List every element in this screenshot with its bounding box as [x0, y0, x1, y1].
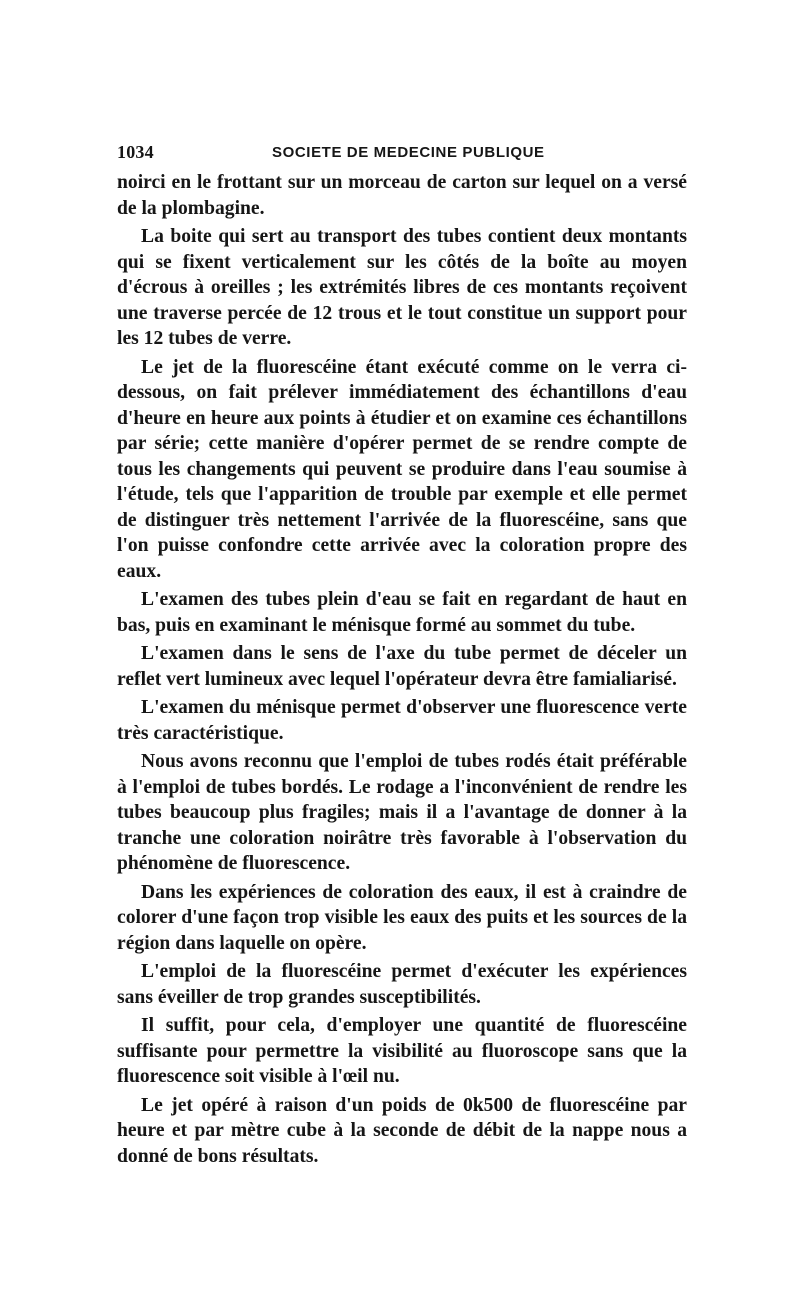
paragraph-sampling: Le jet de la fluorescéine étant exécuté comme on le verra ci-dessous, on fait prélever immédiatement des échantillons d'eau d'heure en heure aux points à étudier et on examine ces échantillons par série; cette manière d'opérer permet de se rendre compte de tous les changements qui peuvent se produire dans l'eau soumise à l'étude, tels que l'apparition de trouble par exemple et elle permet de distinguer très nettement l'arrivée de la fluorescéine, sans que l'on puisse confondre cette arrivée avec la coloration propre des eaux.	[117, 356, 687, 582]
paragraph-ground-tubes: Nous avons reconnu que l'emploi de tubes rodés était préférable à l'emploi de tubes bordés. Le rodage a l'inconvénient de rendre les tubes beaucoup plus fragiles; mais il a l'avantage de donner à la tranche une coloration noirâtre très favorable à l'observation du phénomène de fluorescence.	[117, 751, 687, 874]
paragraph-fluorescein-use: L'emploi de la fluorescéine permet d'exécuter les expériences sans éveiller de trop grandes susceptibilités.	[117, 961, 687, 1008]
paragraph-axis-examination: L'examen dans le sens de l'axe du tube permet de déceler un reflet vert lumineux avec lequel l'opérateur devra être famialiarisé.	[117, 643, 687, 690]
running-header	[117, 142, 687, 166]
page-number: 1034	[117, 142, 154, 162]
paragraph-dosage-result: Le jet opéré à raison d'un poids de 0k500 de fluorescéine par heure et par mètre cube à la seconde de débit de la nappe nous a donné de bons résultats.	[117, 1094, 687, 1167]
paragraph-transport-box: La boite qui sert au transport des tubes contient deux montants qui se fixent verticalement sur les côtés de la boîte au moyen d'écrous à oreilles ; les extrémités libres de ces montants reçoivent une traverse percée de 12 trous et le tout constitue un support pour les 12 tubes de verre.	[117, 226, 687, 349]
paragraph-sufficient-quantity: Il suffit, pour cela, d'employer une quantité de fluorescéine suffisante pour permettre la visibilité au fluoroscope sans que la fluorescence soit visible à l'œil nu.	[117, 1015, 687, 1087]
paragraph-continuation: noirci en le frottant sur un morceau de carton sur lequel on a versé de la plombagine.	[117, 172, 687, 219]
body-text	[117, 170, 687, 1172]
paragraph-meniscus-examination: L'examen du ménisque permet d'observer une fluorescence verte très caractéristique.	[117, 697, 687, 744]
running-title: SOCIETE DE MEDECINE PUBLIQUE	[272, 144, 545, 161]
paragraph-coloration-risk: Dans les expériences de coloration des eaux, il est à craindre de colorer d'une façon trop visible les eaux des puits et les sources de la région dans laquelle on opère.	[117, 881, 687, 954]
paragraph-tube-examination: L'examen des tubes plein d'eau se fait en regardant de haut en bas, puis en examinant le ménisque formé au sommet du tube.	[117, 589, 687, 636]
